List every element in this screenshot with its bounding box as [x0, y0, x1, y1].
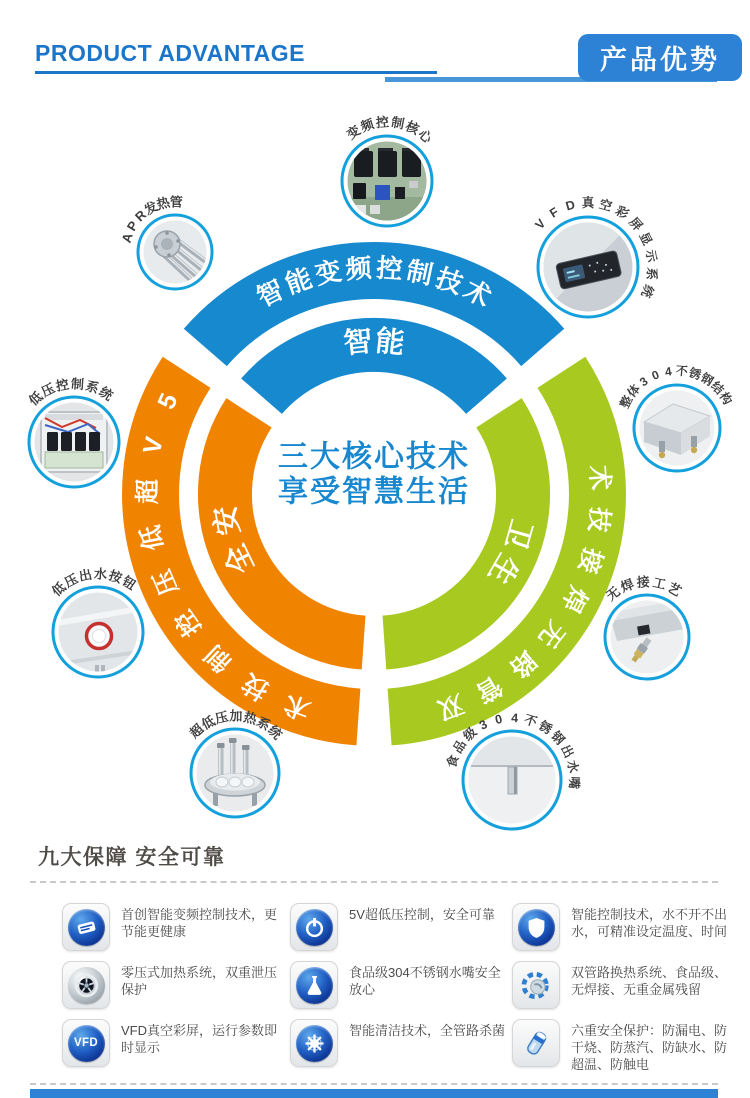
svg-text:技: 技: [583, 505, 614, 534]
svg-text:系: 系: [83, 377, 101, 397]
svg-text:热: 热: [155, 194, 172, 213]
svg-text:核: 核: [403, 118, 422, 138]
guarantee-item: [290, 903, 512, 961]
svg-text:不: 不: [675, 363, 689, 379]
svg-text:路: 路: [503, 645, 542, 684]
svg-text:制: 制: [199, 639, 238, 677]
svg-text:0: 0: [493, 711, 504, 728]
svg-text:品: 品: [450, 737, 469, 756]
svg-text:显: 显: [636, 230, 655, 248]
guarantee-text: 零压式加热系统，双重泄压保护: [121, 965, 278, 997]
svg-text:无: 无: [532, 615, 571, 653]
guarantee-text: VFD真空彩屏，运行参数即时显示: [121, 1023, 278, 1055]
svg-text:统: 统: [638, 282, 657, 300]
svg-text:结: 结: [708, 378, 727, 398]
svg-text:热: 热: [241, 709, 259, 728]
guarantee-text: 智能控制技术，水不开不出水，可精准设定温度、时间: [571, 907, 728, 939]
guarantee-item: [62, 1019, 290, 1077]
svg-text:整: 整: [617, 393, 636, 411]
power-icon-glyph: [296, 909, 333, 946]
svg-text:工: 工: [651, 574, 668, 593]
svg-text:低: 低: [25, 388, 46, 409]
flask-icon-glyph: [296, 967, 333, 1004]
clean-icon: [290, 1019, 338, 1067]
svg-text:3: 3: [477, 717, 490, 733]
guarantees-grid: [62, 903, 750, 1077]
svg-text:构: 构: [716, 389, 735, 408]
guarantee-item: [512, 1019, 750, 1077]
core-technology-diagram: [0, 88, 750, 838]
satellite-vfd-display: [532, 195, 660, 317]
guarantee-item: [290, 961, 512, 1019]
svg-text:管: 管: [169, 194, 184, 210]
svg-text:锈: 锈: [686, 365, 703, 383]
svg-text:接: 接: [636, 574, 651, 591]
svg-text:嘴: 嘴: [566, 776, 582, 790]
svg-text:D: D: [564, 197, 577, 214]
water-button-photo: [48, 582, 148, 682]
svg-text:能: 能: [281, 262, 316, 300]
svg-text:智: 智: [251, 273, 289, 313]
svg-text:术: 术: [584, 464, 615, 492]
svg-text:频: 频: [358, 116, 376, 135]
svg-text:系: 系: [254, 713, 273, 734]
svg-text:钮: 钮: [119, 573, 139, 593]
svg-text:体: 体: [624, 381, 644, 400]
guarantees-title: 九大保障 安全可靠: [38, 846, 226, 869]
svg-text:钢: 钢: [548, 728, 568, 748]
svg-text:出: 出: [557, 742, 577, 761]
svg-text:按: 按: [106, 567, 124, 586]
svg-text:钢: 钢: [698, 370, 716, 389]
low-voltage-control-photo: [24, 392, 124, 492]
satellite-steel-structure: [616, 363, 735, 478]
guarantee-item: [62, 961, 290, 1019]
steel-structure-photo: [627, 378, 727, 478]
svg-text:5: 5: [152, 389, 184, 414]
vfd-icon-text: VFD: [74, 1037, 98, 1049]
svg-text:压: 压: [213, 708, 230, 727]
guarantee-item: [512, 903, 750, 961]
svg-text:A: A: [118, 231, 136, 245]
svg-text:心: 心: [415, 126, 436, 147]
svg-text:统: 统: [265, 722, 285, 743]
svg-text:智: 智: [341, 325, 375, 361]
satellite-no-weld: [597, 574, 697, 687]
svg-text:控: 控: [169, 604, 208, 642]
center-text-line2: 享受智慧生活: [278, 475, 470, 509]
inverter-badge-icon-glyph: [68, 909, 105, 946]
power-icon: [290, 903, 338, 951]
satellite-heating-system: [185, 708, 285, 823]
guarantee-item: [62, 903, 290, 961]
svg-text:不: 不: [522, 712, 539, 730]
page-title-en: PRODUCT ADVANTAGE: [35, 40, 306, 66]
svg-text:R: R: [132, 207, 150, 225]
vfd-icon: [62, 1019, 110, 1067]
svg-text:级: 级: [460, 724, 480, 744]
svg-text:V: V: [532, 216, 549, 232]
svg-text:低: 低: [136, 522, 169, 553]
vfd-icon-glyph: [68, 1025, 105, 1062]
svg-text:技: 技: [237, 668, 274, 705]
satellite-water-button: [48, 566, 148, 682]
page-title-zh-badge: [578, 34, 742, 81]
svg-text:4: 4: [510, 710, 519, 726]
header-rule-dark: [35, 71, 437, 74]
svg-text:压: 压: [148, 565, 184, 600]
svg-text:安: 安: [209, 503, 246, 538]
satellite-apr-heater: [119, 194, 225, 302]
svg-text:低: 低: [198, 713, 218, 733]
clean-icon-glyph: [296, 1025, 333, 1062]
guarantee-text: 首创智能变频控制技术，更节能更健康: [121, 907, 278, 939]
svg-text:生: 生: [481, 548, 524, 590]
shield-icon: [512, 903, 560, 951]
heat-exchange-icon: [512, 961, 560, 1009]
svg-text:制: 制: [404, 255, 436, 291]
svg-text:能: 能: [373, 325, 407, 361]
svg-text:3: 3: [636, 374, 651, 390]
svg-text:压: 压: [61, 570, 81, 591]
svg-text:控: 控: [375, 114, 390, 131]
svg-text:F: F: [547, 204, 562, 221]
svg-text:V: V: [137, 434, 169, 457]
svg-text:空: 空: [597, 197, 614, 214]
satellite-inverter-core: [337, 114, 437, 231]
svg-text:彩: 彩: [612, 203, 631, 222]
heat-exchange-icon-glyph: [518, 967, 555, 1004]
svg-text:锈: 锈: [536, 718, 555, 737]
guarantee-item: [290, 1019, 512, 1077]
svg-text:接: 接: [572, 544, 608, 577]
svg-text:出: 出: [77, 566, 94, 585]
svg-text:变: 变: [312, 255, 344, 291]
svg-text:无: 无: [603, 583, 623, 604]
guarantee-text: 食品级304不锈钢水嘴安全放心: [349, 965, 501, 997]
heating-system-photo: [185, 723, 285, 823]
svg-text:食: 食: [444, 753, 462, 770]
svg-text:屏: 屏: [626, 214, 645, 234]
svg-text:控: 控: [375, 252, 404, 285]
svg-text:真: 真: [581, 196, 595, 210]
svg-text:变: 变: [343, 122, 364, 143]
svg-text:频: 频: [344, 252, 373, 285]
guarantee-text: 5V超低压控制，安全可靠: [349, 907, 495, 922]
center-text-line1: 三大核心技术: [278, 440, 470, 474]
svg-text:水: 水: [564, 758, 581, 775]
inverter-badge-icon: [62, 903, 110, 951]
shield-icon-glyph: [518, 909, 555, 946]
svg-text:加: 加: [229, 708, 243, 724]
guarantee-text: 双管路换热系统、食品级、无焊接、无重金属残留: [571, 965, 728, 997]
svg-text:艺: 艺: [665, 579, 684, 600]
svg-text:术: 术: [280, 689, 314, 725]
svg-text:控: 控: [54, 376, 71, 394]
svg-text:0: 0: [649, 367, 662, 383]
guarantee-item: [512, 961, 750, 1019]
satellite-low-voltage-control: [24, 376, 124, 492]
svg-text:低: 低: [48, 579, 69, 600]
svg-text:系: 系: [643, 266, 660, 281]
protection-icon-glyph: [518, 1025, 555, 1062]
protection-icon: [512, 1019, 560, 1067]
svg-text:双: 双: [434, 689, 468, 724]
svg-text:发: 发: [141, 198, 161, 218]
svg-text:P: P: [123, 218, 142, 234]
svg-text:4: 4: [663, 364, 673, 380]
svg-text:压: 压: [38, 380, 58, 400]
svg-text:技: 技: [432, 262, 467, 300]
divider-bottom: [30, 1083, 718, 1085]
svg-text:统: 统: [96, 383, 116, 404]
svg-text:焊: 焊: [618, 576, 637, 596]
svg-text:超: 超: [186, 721, 207, 741]
svg-text:水: 水: [93, 566, 108, 582]
guarantee-text: 智能清洁技术，全管路杀菌: [349, 1023, 506, 1038]
svg-text:制: 制: [70, 376, 85, 392]
svg-text:全: 全: [219, 538, 261, 579]
svg-text:卫: 卫: [498, 516, 537, 553]
divider-top: [30, 881, 718, 883]
svg-text:制: 制: [390, 114, 406, 132]
guarantee-text: 六重安全保护：防漏电、防干烧、防蒸汽、防缺水、防超温、防触电: [571, 1023, 728, 1072]
inverter-core-photo: [337, 131, 437, 231]
svg-text:管: 管: [470, 670, 507, 708]
svg-text:焊: 焊: [555, 581, 593, 617]
relief-valve-icon: [62, 961, 110, 1009]
svg-text:术: 术: [459, 273, 497, 313]
bottom-blue-bar: [30, 1089, 718, 1098]
flask-icon: [290, 961, 338, 1009]
svg-text:超: 超: [133, 478, 163, 505]
relief-valve-icon-glyph: [68, 967, 105, 1004]
page-title-zh: 产品优势: [600, 45, 720, 75]
svg-text:示: 示: [643, 248, 659, 264]
